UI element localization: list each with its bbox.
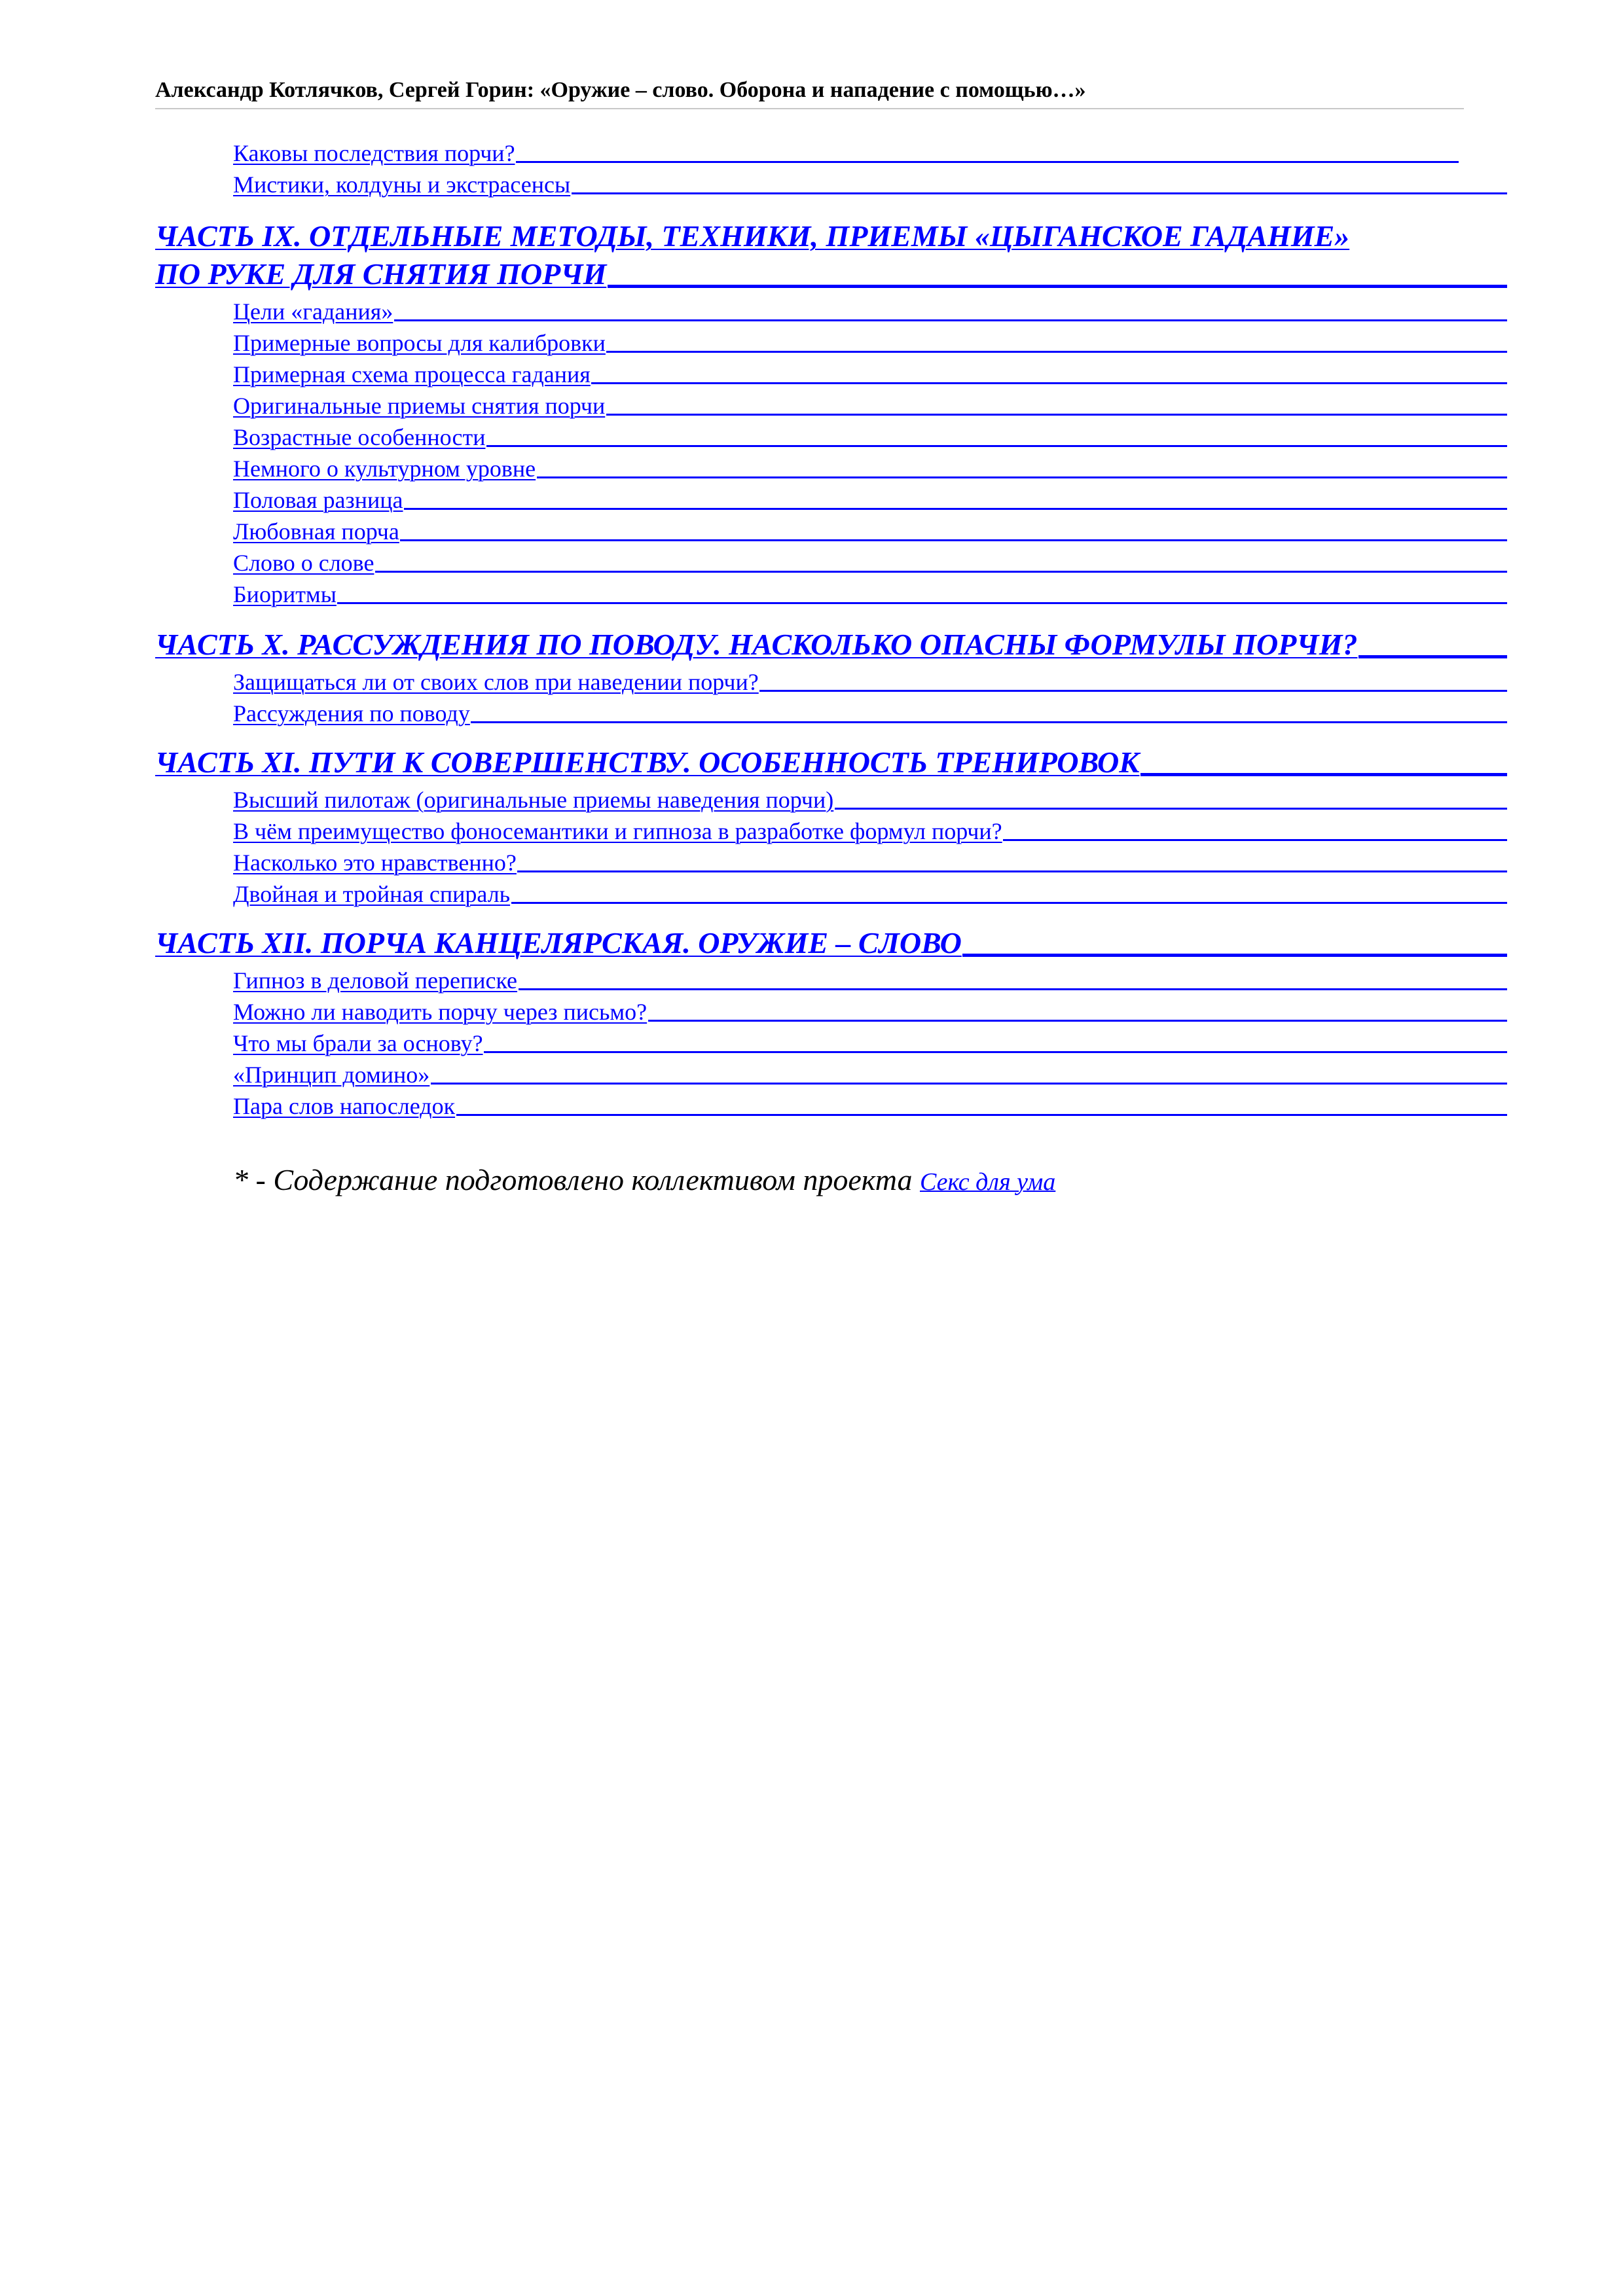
toc-entry[interactable] [233, 878, 1507, 910]
toc-entry[interactable] [233, 816, 1507, 847]
footer-note-text: * - Содержание подготовлено коллективом проекта [233, 1163, 913, 1196]
toc-part-heading[interactable] [155, 217, 1507, 255]
toc-entry-label: Слово о слове [233, 550, 374, 576]
leader-line [431, 1083, 1507, 1085]
toc-entry[interactable] [233, 547, 1507, 579]
toc-part-title: ЧАСТЬ X. РАССУЖДЕНИЯ ПО ПОВОДУ. НАСКОЛЬКО ОПАСНЫ ФОРМУЛЫ ПОРЧИ? [155, 628, 1358, 661]
leader-line [572, 192, 1507, 194]
leader-line [835, 808, 1507, 810]
toc-entry-label: Половая разница [233, 487, 403, 513]
toc-entry[interactable] [233, 698, 1507, 729]
leader-line [511, 902, 1507, 904]
toc-entry-label: В чём преимущество фоносемантики и гипноза в разработке формул порчи? [233, 818, 1002, 844]
toc-part-title: ЧАСТЬ IX. ОТДЕЛЬНЫЕ МЕТОДЫ, ТЕХНИКИ, ПРИЕМЫ «ЦЫГАНСКОЕ ГАДАНИЕ» [155, 219, 1350, 253]
toc-entry[interactable] [233, 137, 1459, 169]
toc-entry[interactable] [233, 359, 1507, 390]
leader-line [1359, 655, 1507, 658]
toc-part-heading[interactable] [155, 924, 1507, 962]
leader-line [537, 476, 1507, 478]
toc-entry-label: Возрастные особенности [233, 424, 486, 450]
toc-entry[interactable] [233, 996, 1507, 1028]
toc-entry[interactable] [233, 296, 1507, 327]
leader-line [456, 1114, 1507, 1116]
leader-line [337, 602, 1507, 604]
toc-entry[interactable] [233, 169, 1507, 200]
toc-entry-label: Оригинальные приемы снятия порчи [233, 393, 606, 419]
toc-entry[interactable] [233, 327, 1507, 359]
toc-entry-label: Двойная и тройная спираль [233, 881, 511, 907]
document-header: Александр Котлячков, Сергей Горин: «Оружие – слово. Оборона и нападение с помощью…» [155, 78, 1086, 102]
toc-entry[interactable] [233, 422, 1507, 453]
leader-line [375, 571, 1507, 573]
toc-part-title: ПО РУКЕ ДЛЯ СНЯТИЯ ПОРЧИ [155, 257, 607, 291]
leader-line [608, 285, 1507, 288]
leader-line [759, 690, 1507, 692]
leader-line [1140, 773, 1507, 776]
toc-part-heading[interactable] [155, 744, 1507, 781]
toc-entry-label: Что мы брали за основу? [233, 1030, 483, 1056]
toc-entry[interactable] [233, 484, 1507, 516]
leader-line [516, 161, 1459, 163]
leader-line [486, 445, 1507, 447]
toc-entry[interactable] [233, 1028, 1507, 1059]
toc-part-title: ЧАСТЬ XI. ПУТИ К СОВЕРШЕНСТВУ. ОСОБЕННОСТЬ ТРЕНИРОВОК [155, 745, 1140, 779]
toc-entry-label: Каковы последствия порчи? [233, 140, 515, 166]
toc-entry-label: Можно ли наводить порчу через письмо? [233, 999, 647, 1025]
toc-entry[interactable] [233, 390, 1507, 422]
toc-entry-label: Гипноз в деловой переписке [233, 967, 518, 994]
toc-entry-label: Биоритмы [233, 581, 337, 607]
leader-line [606, 414, 1507, 416]
leader-line [606, 351, 1507, 353]
leader-line [591, 382, 1507, 384]
toc-entry-label: Мистики, колдуны и экстрасенсы [233, 171, 571, 198]
toc-entry[interactable] [233, 1090, 1507, 1122]
toc-entry-label: Пара слов напоследок [233, 1093, 456, 1119]
toc-entry-label: «Принцип домино» [233, 1062, 430, 1088]
leader-line [471, 721, 1507, 723]
toc-entry[interactable] [233, 579, 1507, 610]
leader-line [517, 870, 1507, 872]
toc-entry[interactable] [233, 666, 1507, 698]
project-link[interactable]: Секс для ума [919, 1168, 1056, 1196]
leader-line [394, 319, 1507, 321]
leader-line [519, 988, 1507, 990]
toc-entry-label: Цели «гадания» [233, 298, 393, 325]
toc-entry-label: Рассуждения по поводу [233, 700, 470, 726]
footer-note [233, 1162, 1055, 1200]
toc-entry[interactable] [233, 453, 1507, 484]
toc-entry-label: Примерные вопросы для калибровки [233, 330, 606, 356]
leader-line [404, 508, 1507, 510]
toc-entry[interactable] [233, 784, 1507, 816]
leader-line [484, 1051, 1507, 1053]
toc-entry-label: Высший пилотаж (оригинальные приемы наведения порчи) [233, 787, 834, 813]
leader-line [648, 1020, 1507, 1022]
toc-entry-label: Примерная схема процесса гадания [233, 361, 591, 387]
toc-entry[interactable] [233, 965, 1507, 996]
toc-entry-label: Защищаться ли от своих слов при наведении порчи? [233, 669, 759, 695]
toc-part-title: ЧАСТЬ XII. ПОРЧА КАНЦЕЛЯРСКАЯ. ОРУЖИЕ – СЛОВО [155, 926, 962, 960]
toc-entry-label: Насколько это нравственно? [233, 850, 517, 876]
leader-line [400, 539, 1507, 541]
toc-entry[interactable] [233, 847, 1507, 878]
toc-entry[interactable] [233, 1059, 1507, 1090]
toc-part-heading[interactable] [155, 255, 1507, 293]
toc-part-heading[interactable] [155, 626, 1507, 664]
leader-line [962, 954, 1507, 957]
toc-entry-label: Немного о культурном уровне [233, 456, 536, 482]
toc-entry-label: Любовная порча [233, 518, 399, 545]
leader-line [1003, 839, 1507, 841]
header-divider [155, 108, 1464, 109]
toc-entry[interactable] [233, 516, 1507, 547]
